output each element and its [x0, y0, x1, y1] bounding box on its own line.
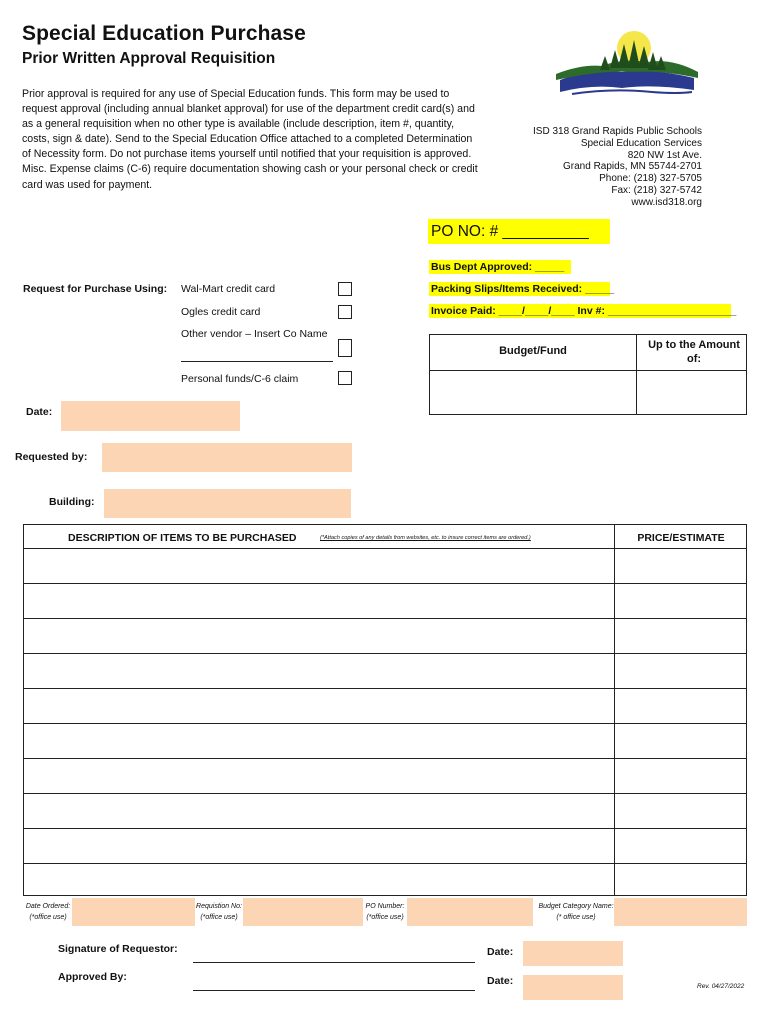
vendor-name-line[interactable]	[181, 361, 333, 362]
budget-table-header	[430, 335, 746, 371]
requestor-signature-line[interactable]	[193, 962, 475, 963]
building-input[interactable]	[104, 489, 351, 518]
address-line: 820 NW 1st Ave.	[627, 149, 702, 161]
bus-dept-approved[interactable]: Bus Dept Approved: _____	[429, 260, 571, 274]
budget-table	[429, 334, 747, 415]
item-row[interactable]	[24, 723, 746, 758]
item-row[interactable]	[24, 863, 746, 896]
option-walmart-label: Wal-Mart credit card	[181, 283, 276, 295]
requisition-label	[196, 901, 242, 923]
other-vendor-checkbox[interactable]	[338, 339, 352, 357]
date-input[interactable]	[61, 401, 240, 431]
budget-fund-cell[interactable]	[431, 372, 635, 414]
items-table	[23, 524, 747, 896]
budget-fund-header: Budget/Fund	[499, 345, 567, 357]
budget-category-text: Budget Category Name:	[538, 903, 614, 910]
building-label: Building:	[49, 496, 95, 508]
price-header: PRICE/ESTIMATE	[637, 532, 725, 544]
description-header: DESCRIPTION OF ITEMS TO BE PURCHASED	[68, 532, 297, 544]
revision-date: Rev. 04/27/2022	[697, 983, 745, 990]
option-ogles-label: Ogles credit card	[181, 306, 261, 318]
po-number-text: PO Number:	[365, 903, 405, 910]
item-row[interactable]	[24, 793, 746, 828]
amount-cell[interactable]	[638, 372, 746, 414]
office-use-note: (*office use)	[366, 914, 404, 921]
requisition-input[interactable]	[243, 898, 363, 926]
approved-by-label: Approved By:	[58, 971, 127, 983]
budget-category-input[interactable]	[614, 898, 747, 926]
budget-category-label	[536, 901, 616, 923]
approval-date-input[interactable]	[523, 975, 623, 1000]
office-use-note: (*office use)	[200, 914, 238, 921]
personal-funds-checkbox[interactable]	[338, 371, 352, 385]
purchase-method-label: Request for Purchase Using:	[23, 283, 168, 295]
date-ordered-text: Date Ordered:	[25, 903, 71, 910]
requested-by-input[interactable]	[102, 443, 352, 472]
po-number-input[interactable]	[407, 898, 533, 926]
requisition-text: Requistion No:	[196, 903, 242, 910]
requested-by-label: Requested by:	[15, 451, 88, 463]
item-row[interactable]	[24, 828, 746, 863]
address-line: Special Education Services	[580, 137, 702, 149]
item-row[interactable]	[24, 653, 746, 688]
address-line: Phone: (218) 327-5705	[599, 173, 702, 185]
office-use-note: (* office use)	[556, 914, 596, 921]
date-label: Date:	[26, 406, 53, 418]
walmart-checkbox[interactable]	[338, 282, 352, 296]
approval-date-label: Date:	[487, 975, 514, 987]
requestor-date-label: Date:	[487, 946, 514, 958]
item-row[interactable]	[24, 583, 746, 618]
option-other-vendor-label: Other vendor – Insert Co Name	[181, 328, 328, 340]
option-personal-funds-label: Personal funds/C-6 claim	[181, 373, 299, 385]
po-number-label	[362, 901, 408, 923]
address-line: www.isd318.org	[631, 196, 702, 208]
address-line: ISD 318 Grand Rapids Public Schools	[533, 126, 702, 137]
office-use-note: (*office use)	[29, 914, 67, 921]
item-row[interactable]	[24, 618, 746, 653]
budget-column-divider	[636, 335, 637, 414]
form-title: Special Education Purchase	[22, 22, 306, 45]
requestor-date-input[interactable]	[523, 941, 623, 966]
requestor-signature-label: Signature of Requestor:	[58, 943, 178, 955]
date-ordered-input[interactable]	[72, 898, 195, 926]
district-logo	[552, 28, 702, 100]
invoice-paid[interactable]: Invoice Paid: ____/____/____ Inv #: ______________________	[431, 305, 737, 317]
approved-by-line[interactable]	[193, 990, 475, 991]
address-line: Grand Rapids, MN 55744-2701	[563, 161, 702, 173]
address-line: Fax: (218) 327-5742	[611, 184, 702, 196]
attach-note: (*Attach copies of any details from websites, etc. to insure correct items are ordered.)	[320, 535, 531, 541]
ogles-checkbox[interactable]	[338, 305, 352, 319]
packing-slips-received[interactable]: Packing Slips/Items Received: _____	[431, 283, 615, 295]
item-row[interactable]	[24, 688, 746, 723]
item-row[interactable]	[24, 758, 746, 793]
amount-header: Up to the Amount of:	[648, 339, 740, 365]
district-address	[533, 126, 702, 209]
form-subtitle: Prior Written Approval Requisition	[22, 50, 276, 67]
po-number-field[interactable]: PO NO: # __________	[428, 219, 610, 244]
date-ordered-label	[24, 901, 72, 923]
intro-paragraph: Prior approval is required for any use of Special Education funds. This form may be used to request approval (including annual blanket approval) for use of the department credit card(s) and as a general requisition when no other type is available (include description, item #, quantity, costs, sign & date). Send to the Special Education Office attached to a completed Determination of Necessity form. Do not purchase items yourself until notified that your requisition is approved. Misc. Expense claims (C-6) require documentation showing cash or your personal check or credit card was used for payment.	[22, 88, 478, 191]
item-row[interactable]	[24, 548, 746, 583]
